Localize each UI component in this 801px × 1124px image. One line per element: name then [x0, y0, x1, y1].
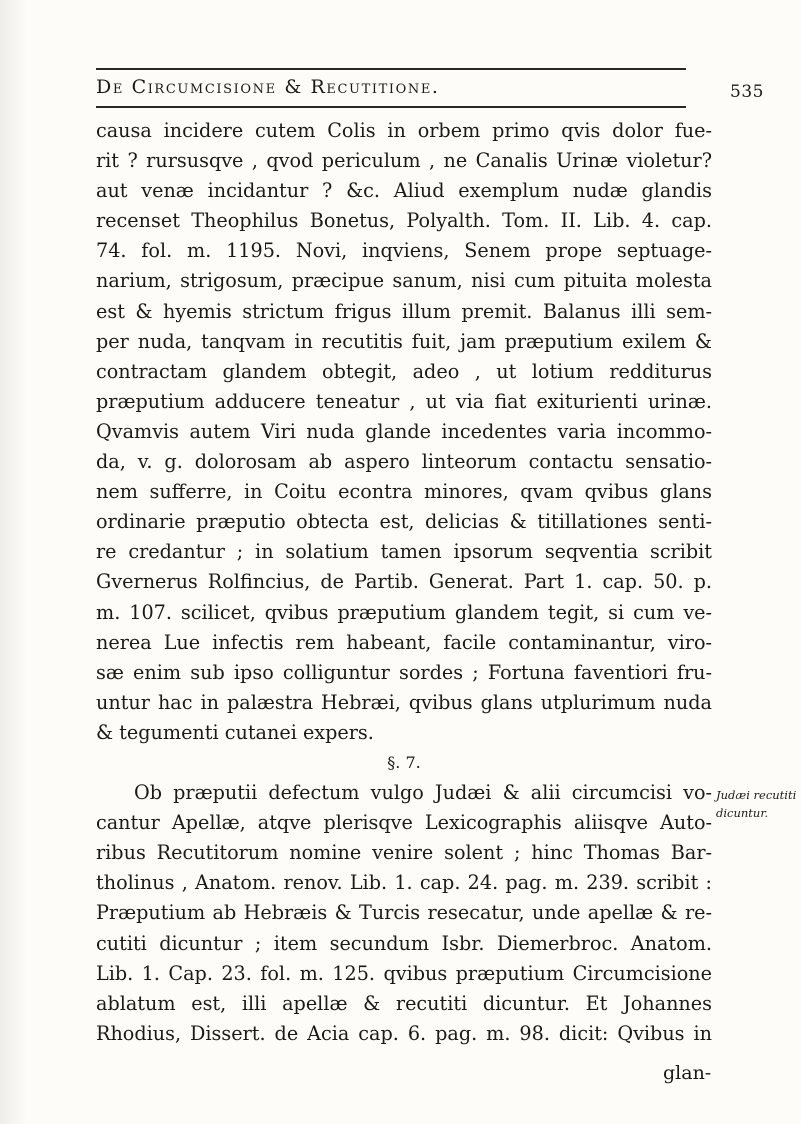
- text-line: contractam glandem obtegit, adeo , ut lotium redditurus: [96, 359, 712, 383]
- text-line: narium, strigosum, præcipue sanum, nisi cum pituita molesta: [96, 269, 712, 293]
- header-rule-bottom: [96, 106, 686, 108]
- page-number: 535: [730, 82, 764, 102]
- text-line: tholinus , Anatom. renov. Lib. 1. cap. 24. pag. m. 239. scribit :: [96, 871, 712, 895]
- text-line: rit ? rursusqve , qvod periculum , ne Canalis Urinæ violetur?: [96, 149, 712, 173]
- text-line: m. 107. scilicet, qvibus præputium glandem tegit, si cum ve-: [96, 600, 712, 624]
- header-rule-top: [96, 68, 686, 70]
- text-line: præputium adducere teneatur , ut via fiat exiturienti urinæ.: [96, 389, 712, 413]
- page-edge-shadow: [0, 0, 28, 1124]
- text-line: nerea Lue infectis rem habeant, facile contaminantur, viro-: [96, 630, 712, 654]
- catchword: glan-: [663, 1062, 712, 1084]
- text-line: causa incidere cutem Colis in orbem primo qvis dolor fue-: [96, 119, 712, 142]
- margin-note-line: dicuntur.: [716, 806, 769, 820]
- text-line: cutiti dicuntur ; item secundum Isbr. Diemerbroc. Anatom.: [96, 931, 712, 955]
- text-line: sæ enim sub ipso colliguntur sordes ; Fortuna faventiori fru-: [96, 660, 712, 684]
- body-text: [96, 116, 712, 1049]
- text-line: aut venæ incidantur ? &c. Aliud exemplum nudæ glandis: [96, 179, 712, 203]
- text-line: ordinarie præputio obtecta est, delicias & titillationes senti-: [96, 510, 712, 534]
- margin-note: [716, 786, 796, 822]
- page-header: [96, 72, 764, 108]
- text-line: Gvernerus Rolfincius, de Partib. Generat. Part 1. cap. 50. p.: [96, 570, 712, 594]
- text-line: Ob præputii defectum vulgo Judæi & alii circumcisi vo-: [134, 781, 712, 805]
- text-line: est & hyemis strictum frigus illum premit. Balanus illi sem-: [96, 299, 712, 323]
- running-title: De Circumcisione & Recutitione.: [96, 76, 440, 98]
- text-line: da, v. g. dolorosam ab aspero linteorum contactu sensatio-: [96, 450, 712, 474]
- text-line: Præputium ab Hebræis & Turcis resecatur, unde apellæ & re-: [96, 901, 712, 925]
- text-line: re credantur ; in solatium tamen ipsorum seqventia scribit: [96, 540, 712, 564]
- text-line: untur hac in palæstra Hebræi, qvibus glans utplurimum nuda: [96, 690, 712, 714]
- text-line: Lib. 1. Cap. 23. fol. m. 125. qvibus præputium Circumcisione: [96, 961, 712, 985]
- text-line: per nuda, tanqvam in recutitis fuit, jam præputium exilem &: [96, 329, 712, 353]
- text-line: cantur Apellæ, atqve plerisqve Lexicographis aliisqve Auto-: [96, 811, 712, 835]
- text-line: Rhodius, Dissert. de Acia cap. 6. pag. m. 98. dicit: Qvibus in: [96, 1021, 712, 1045]
- text-line: nem sufferre, in Coitu econtra minores, qvam qvibus glans: [96, 480, 712, 504]
- text-line: ablatum est, illi apellæ & recutiti dicuntur. Et Johannes: [96, 991, 712, 1015]
- text-line: ribus Recutitorum nomine venire solent ; hinc Thomas Bar-: [96, 841, 712, 865]
- text-line: recenset Theophilus Bonetus, Polyalth. Tom. II. Lib. 4. cap.: [96, 209, 712, 233]
- text-line: Qvamvis autem Viri nuda glande incedentes varia incommo-: [96, 419, 712, 443]
- text-line: & tegumenti cutanei expers.: [96, 720, 374, 744]
- margin-note-line: Judæi recutiti: [716, 788, 797, 802]
- text-line: 74. fol. m. 1195. Novi, inqviens, Senem prope septuage-: [96, 239, 712, 263]
- section-mark: §. 7.: [387, 752, 421, 772]
